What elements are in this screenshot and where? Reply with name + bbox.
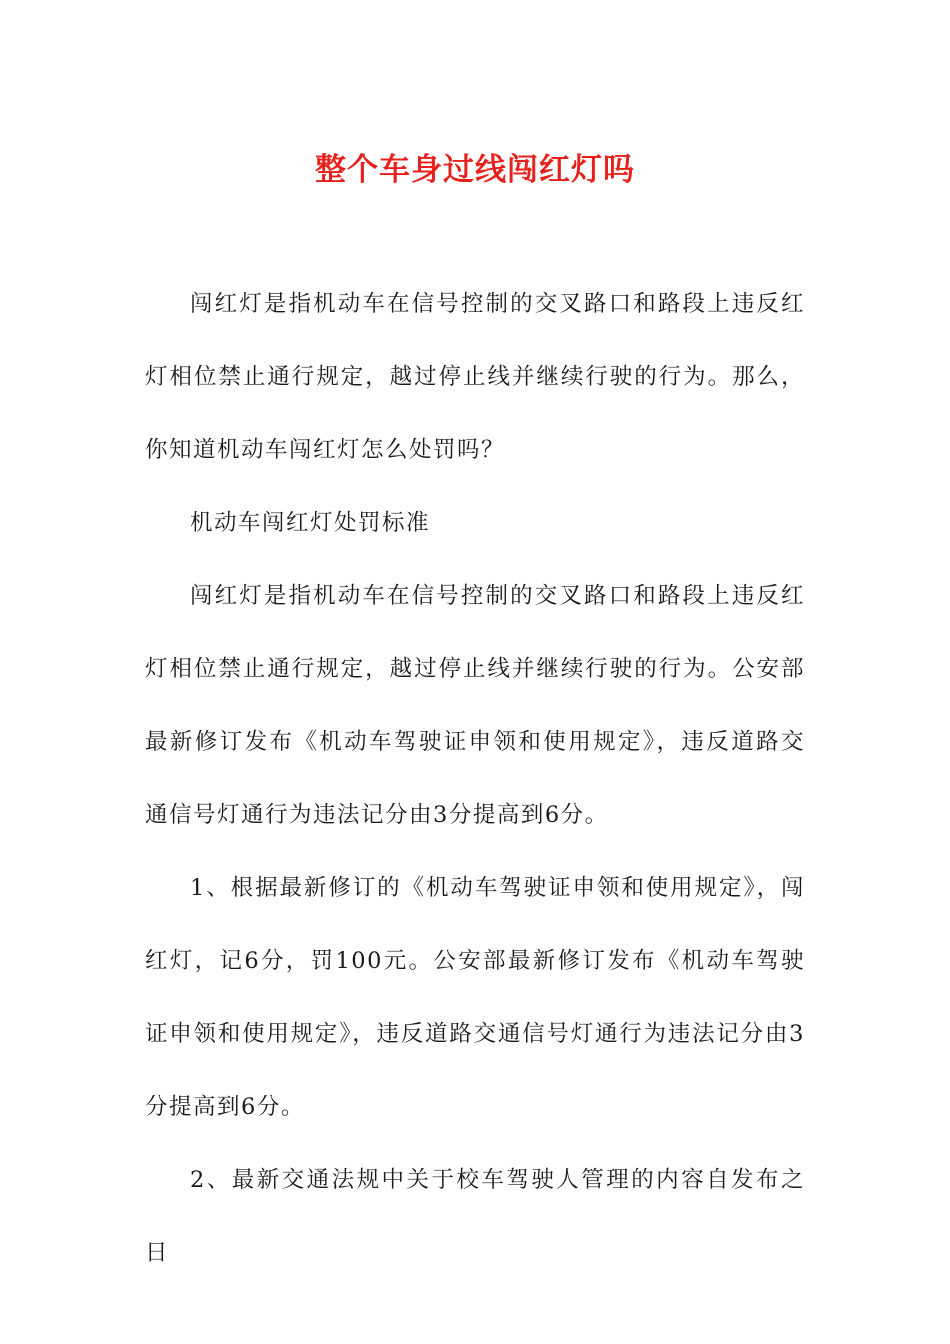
paragraph-heading: 机动车闯红灯处罚标准 bbox=[190, 510, 431, 536]
paragraph-item-1: 1、根据最新修订的《机动车驾驶证申领和使用规定》，闯红灯，记6分，罚100元。公安部最新修订发布《机动车驾驶证申领和使用规定》，违反道路交通信号灯通行为违法记分由3分提高到6分。 bbox=[145, 875, 805, 1120]
document-body bbox=[145, 268, 805, 1290]
paragraph-definition: 闯红灯是指机动车在信号控制的交叉路口和路段上违反红灯相位禁止通行规定，越过停止线并继续行驶的行为。公安部最新修订发布《机动车驾驶证申领和使用规定》，违反道路交通信号灯通行为违法记分由3分提高到6分。 bbox=[145, 583, 805, 828]
paragraph-item-2: 2、最新交通法规中关于校车驾驶人管理的内容自发布之日 bbox=[145, 1167, 805, 1266]
document-title: 整个车身过线闯红灯吗 bbox=[315, 152, 635, 188]
paragraph-intro: 闯红灯是指机动车在信号控制的交叉路口和路段上违反红灯相位禁止通行规定，越过停止线并继续行驶的行为。那么，你知道机动车闯红灯怎么处罚吗？ bbox=[145, 291, 805, 463]
